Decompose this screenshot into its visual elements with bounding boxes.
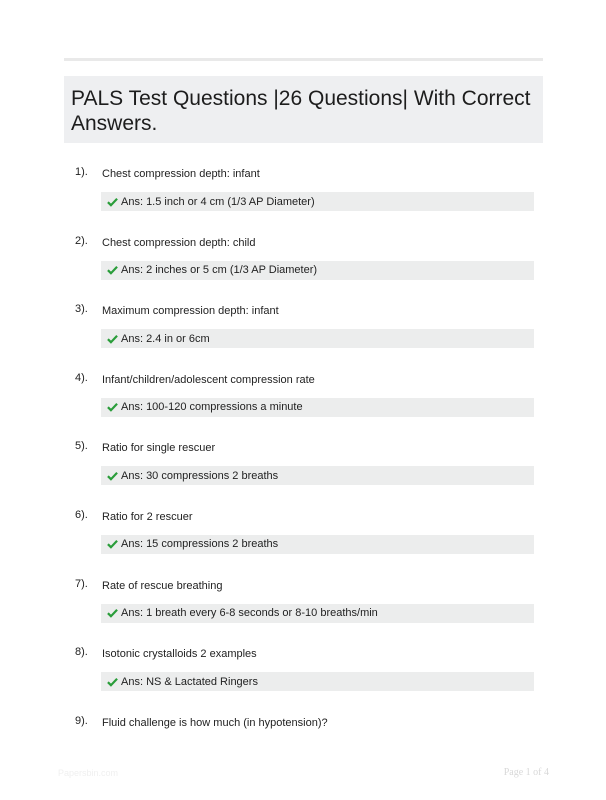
checkmark-icon <box>107 608 118 618</box>
question-text: Isotonic crystalloids 2 examples <box>102 648 257 661</box>
question-list <box>64 160 543 777</box>
question-text: Maximum compression depth: infant <box>102 305 279 318</box>
question-number: 1). <box>75 166 88 178</box>
answer-text: Ans: 30 compressions 2 breaths <box>121 469 279 482</box>
answer-text: Ans: 2 inches or 5 cm (1/3 AP Diameter) <box>121 264 318 277</box>
checkmark-icon <box>107 197 118 207</box>
list-item <box>64 434 543 503</box>
question-text: Infant/children/adolescent compression rate <box>102 373 315 386</box>
question-text: Chest compression depth: infant <box>102 168 260 180</box>
answer-box <box>101 672 534 691</box>
answer-text: Ans: 15 compressions 2 breaths <box>121 538 279 551</box>
answer-text: Ans: 100-120 compressions a minute <box>121 401 303 414</box>
answer-box <box>101 535 534 554</box>
question-number: 4). <box>75 371 88 384</box>
question-text: Ratio for single rescuer <box>102 442 216 455</box>
answer-box <box>101 604 534 623</box>
list-item <box>64 709 543 778</box>
page-title: PALS Test Questions |26 Questions| With Correct Answers. <box>71 87 531 135</box>
answer-text: Ans: NS & Lactated Ringers <box>121 675 258 688</box>
answer-box <box>101 466 534 485</box>
answer-box <box>101 398 534 417</box>
question-number: 7). <box>75 577 88 590</box>
question-text: Fluid challenge is how much (in hypotension)? <box>102 716 328 729</box>
list-item <box>64 572 543 641</box>
list-item <box>64 297 543 366</box>
page-indicator: Page 1 of 4 <box>503 767 549 778</box>
question-number: 3). <box>75 303 88 316</box>
checkmark-icon <box>107 471 118 481</box>
list-item <box>64 229 543 298</box>
question-number: 6). <box>75 508 88 521</box>
checkmark-icon <box>107 677 118 687</box>
question-number: 8). <box>75 646 88 659</box>
list-item <box>64 640 543 709</box>
top-rule <box>64 58 543 61</box>
question-number: 9). <box>75 714 88 727</box>
question-text: Ratio for 2 rescuer <box>102 510 193 523</box>
question-number: 2). <box>75 234 88 247</box>
title-box <box>64 76 543 143</box>
checkmark-icon <box>107 265 118 275</box>
list-item <box>64 503 543 572</box>
answer-box <box>101 192 534 211</box>
answer-box <box>101 329 534 348</box>
footer-watermark: Papersbin.com <box>58 768 119 778</box>
list-item <box>64 160 543 229</box>
list-item <box>64 366 543 435</box>
question-text: Rate of rescue breathing <box>102 579 223 592</box>
answer-text: Ans: 1 breath every 6-8 seconds or 8-10 breaths/min <box>121 607 378 620</box>
question-number: 5). <box>75 440 88 453</box>
checkmark-icon <box>107 402 118 412</box>
question-text: Chest compression depth: child <box>102 236 256 249</box>
answer-text: Ans: 2.4 in or 6cm <box>121 332 210 345</box>
answer-text: Ans: 1.5 inch or 4 cm (1/3 AP Diameter) <box>121 195 315 208</box>
checkmark-icon <box>107 334 118 344</box>
answer-box <box>101 261 534 280</box>
checkmark-icon <box>107 539 118 549</box>
